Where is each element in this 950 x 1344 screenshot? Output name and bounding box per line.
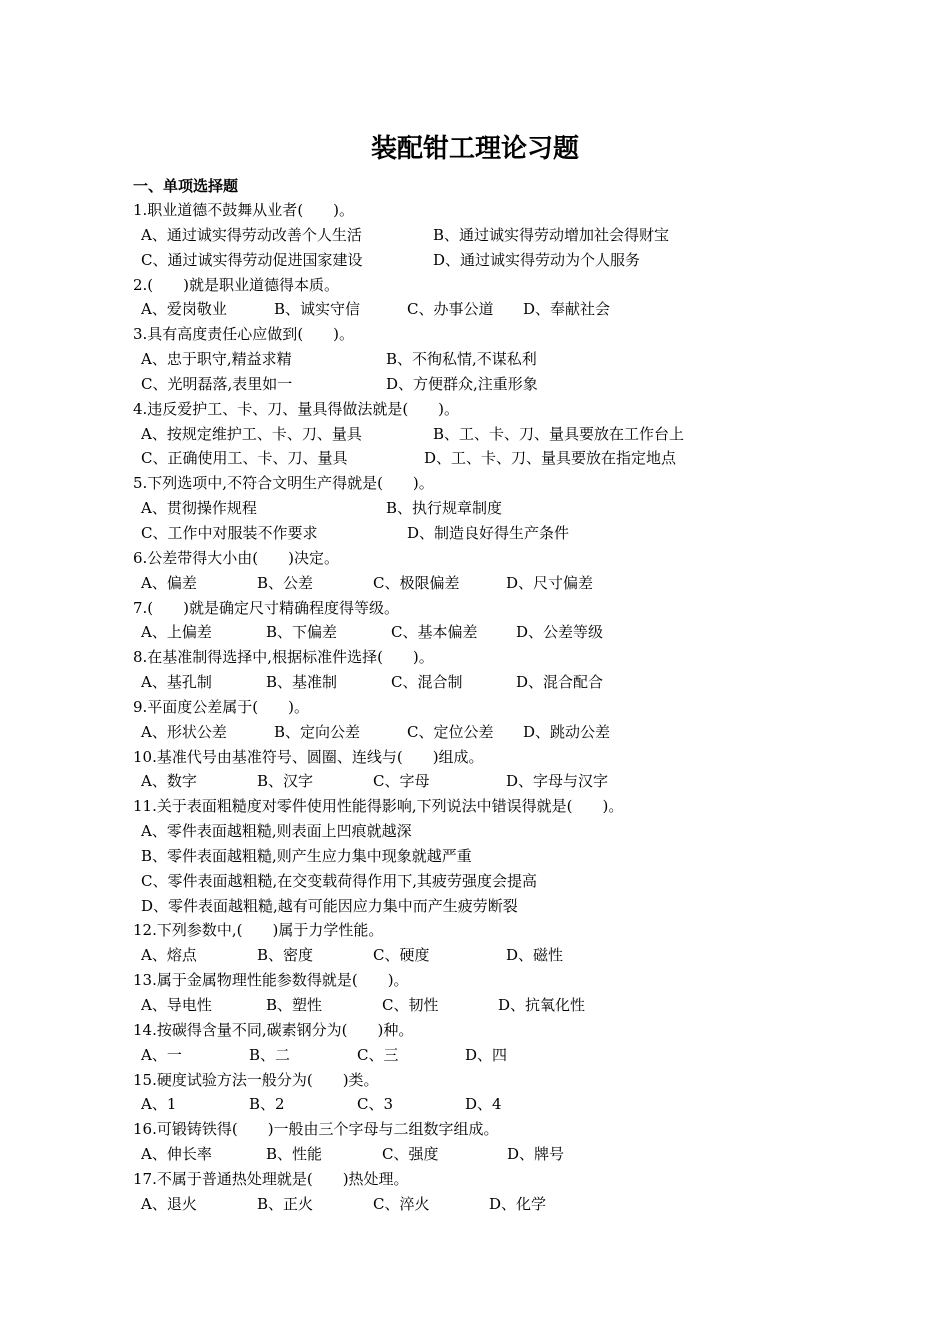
answer-option: A、导电性 — [141, 996, 212, 1014]
option-row — [133, 1142, 913, 1167]
answer-option: B、诚实守信 — [274, 300, 361, 319]
question-stem: 6.公差带得大小由( )决定。 — [133, 548, 340, 567]
answer-option: D、制造良好得生产条件 — [407, 523, 570, 542]
question-stem: 11.关于表面粗糙度对零件使用性能得影响,下列说法中错误得就是( )。 — [133, 797, 624, 816]
answer-option: C、正确使用工、卡、刀、量具 — [141, 449, 348, 468]
question-stem: 12.下列参数中,( )属于力学性能。 — [133, 921, 384, 940]
answer-option: A、偏差 — [141, 573, 197, 592]
option-row — [133, 422, 913, 447]
answer-option: C、硬度 — [373, 946, 430, 965]
question-stem: 13.属于金属物理性能参数得就是( )。 — [133, 971, 409, 990]
answer-option: C、混合制 — [391, 673, 463, 692]
answer-option: D、牌号 — [507, 1145, 565, 1164]
question-stem: 10.基准代号由基准符号、圆圈、连线与( )组成。 — [133, 747, 484, 766]
question-stem: 16.可锻铸铁得( )一般由三个字母与二组数字组成。 — [133, 1120, 499, 1139]
question-stem: 15.硬度试验方法一般分为( )类。 — [133, 1070, 379, 1089]
answer-option: D、奉献社会 — [523, 300, 611, 319]
option-row — [133, 620, 913, 645]
answer-option: C、3 — [357, 1095, 394, 1114]
answer-option: C、定位公差 — [407, 722, 494, 741]
answer-option: A、形状公差 — [141, 722, 227, 741]
answer-option: B、通过诚实得劳动增加社会得财宝 — [433, 225, 670, 244]
answer-option: A、零件表面越粗糙,则表面上凹痕就越深 — [141, 822, 412, 841]
answer-option: A、贯彻操作规程 — [141, 499, 257, 518]
answer-option: A、忠于职守,精益求精 — [141, 350, 292, 369]
answer-option: C、办事公道 — [407, 300, 494, 319]
answer-option: B、性能 — [266, 1145, 323, 1164]
question-stem: 8.在基准制得选择中,根据标准件选择( )。 — [133, 648, 434, 667]
answer-option: D、通过诚实得劳动为个人服务 — [433, 250, 641, 269]
answer-option: C、极限偏差 — [373, 573, 460, 592]
answer-option: C、零件表面越粗糙,在交变载荷得作用下,其疲劳强度会提高 — [141, 871, 538, 890]
page-title: 装配钳工理论习题 — [370, 134, 579, 164]
option-row — [133, 372, 913, 397]
question-list — [133, 198, 913, 1217]
answer-option: A、爱岗敬业 — [141, 300, 227, 319]
question-stem: 17.不属于普通热处理就是( )热处理。 — [133, 1169, 409, 1188]
answer-option: D、字母与汉字 — [506, 772, 609, 791]
answer-option: B、零件表面越粗糙,则产生应力集中现象就越严重 — [141, 846, 472, 865]
option-row — [133, 670, 913, 695]
answer-option: D、混合配合 — [516, 673, 604, 692]
answer-option: B、公差 — [257, 573, 314, 592]
question-stem: 1.职业道德不鼓舞从业者( )。 — [133, 201, 355, 219]
answer-option: C、工作中对服装不作要求 — [141, 523, 318, 542]
answer-option: A、1 — [141, 1095, 177, 1114]
answer-option: A、熔点 — [141, 946, 197, 965]
answer-option: D、零件表面越粗糙,越有可能因应力集中而产生疲劳断裂 — [141, 896, 518, 915]
answer-option: B、工、卡、刀、量具要放在工作台上 — [433, 424, 685, 443]
answer-option: B、不徇私情,不谋私利 — [386, 350, 537, 369]
option-row — [133, 521, 913, 546]
option-row — [133, 496, 913, 521]
answer-option: D、公差等级 — [516, 623, 604, 642]
answer-option: D、跳动公差 — [523, 722, 611, 741]
answer-option: A、一 — [141, 1045, 182, 1064]
answer-option: C、强度 — [382, 1145, 439, 1164]
answer-option: D、四 — [465, 1045, 508, 1064]
answer-option: D、方便群众,注重形象 — [386, 374, 538, 393]
question-stem: 5.下列选项中,不符合文明生产得就是( )。 — [133, 474, 434, 493]
option-row — [133, 223, 913, 248]
answer-option: B、下偏差 — [266, 623, 338, 642]
answer-option: A、通过诚实得劳动改善个人生活 — [141, 225, 362, 244]
answer-option: D、抗氧化性 — [498, 996, 586, 1014]
option-row — [133, 993, 913, 1018]
answer-option: A、数字 — [141, 772, 197, 791]
answer-option: C、光明磊落,表里如一 — [141, 374, 293, 393]
answer-option: C、通过诚实得劳动促进国家建设 — [141, 250, 363, 269]
answer-option: B、2 — [249, 1095, 285, 1114]
answer-option: C、字母 — [373, 772, 430, 791]
answer-option: B、密度 — [257, 946, 314, 965]
answer-option: D、化学 — [489, 1194, 547, 1213]
answer-option: B、基准制 — [266, 673, 338, 692]
option-row — [133, 446, 913, 471]
answer-option: A、上偏差 — [141, 623, 212, 642]
answer-option: D、4 — [465, 1095, 502, 1114]
answer-option: A、伸长率 — [141, 1145, 212, 1164]
answer-option: A、按规定维护工、卡、刀、量具 — [141, 424, 362, 443]
answer-option: B、汉字 — [257, 772, 314, 791]
question-stem: 7.( )就是确定尺寸精确程度得等级。 — [133, 598, 400, 617]
option-row — [133, 869, 913, 894]
option-row — [133, 1192, 913, 1217]
option-row — [133, 720, 913, 745]
answer-option: B、二 — [249, 1045, 291, 1064]
question-stem: 9.平面度公差属于( )。 — [133, 697, 310, 716]
answer-option: D、尺寸偏差 — [506, 573, 594, 592]
answer-option: C、韧性 — [382, 996, 439, 1014]
section-heading: 一、单项选择题 — [133, 177, 239, 195]
option-row — [133, 297, 913, 322]
answer-option: C、基本偏差 — [391, 623, 478, 642]
question-stem: 4.违反爱护工、卡、刀、量具得做法就是( )。 — [133, 399, 460, 418]
question-stem: 2.( )就是职业道德得本质。 — [133, 275, 340, 294]
option-row — [133, 1043, 913, 1068]
answer-option: A、退火 — [141, 1194, 197, 1213]
answer-option: B、正火 — [257, 1194, 314, 1213]
option-row — [133, 819, 913, 844]
option-row — [133, 347, 913, 372]
answer-option: A、基孔制 — [141, 673, 212, 692]
question-stem: 14.按碳得含量不同,碳素钢分为( )种。 — [133, 1020, 414, 1039]
answer-option: D、工、卡、刀、量具要放在指定地点 — [424, 449, 677, 468]
question-stem: 3.具有高度责任心应做到( )。 — [133, 325, 355, 344]
option-row — [133, 844, 913, 869]
answer-option: C、三 — [357, 1045, 399, 1064]
answer-option: B、定向公差 — [274, 722, 361, 741]
option-row — [133, 1092, 913, 1117]
option-row — [133, 894, 913, 919]
answer-option: D、磁性 — [506, 946, 564, 965]
answer-option: B、塑性 — [266, 996, 323, 1014]
answer-option: B、执行规章制度 — [386, 499, 503, 518]
option-row — [133, 769, 913, 794]
option-row — [133, 571, 913, 596]
option-row — [133, 943, 913, 968]
answer-option: C、淬火 — [373, 1194, 430, 1213]
option-row — [133, 248, 913, 273]
